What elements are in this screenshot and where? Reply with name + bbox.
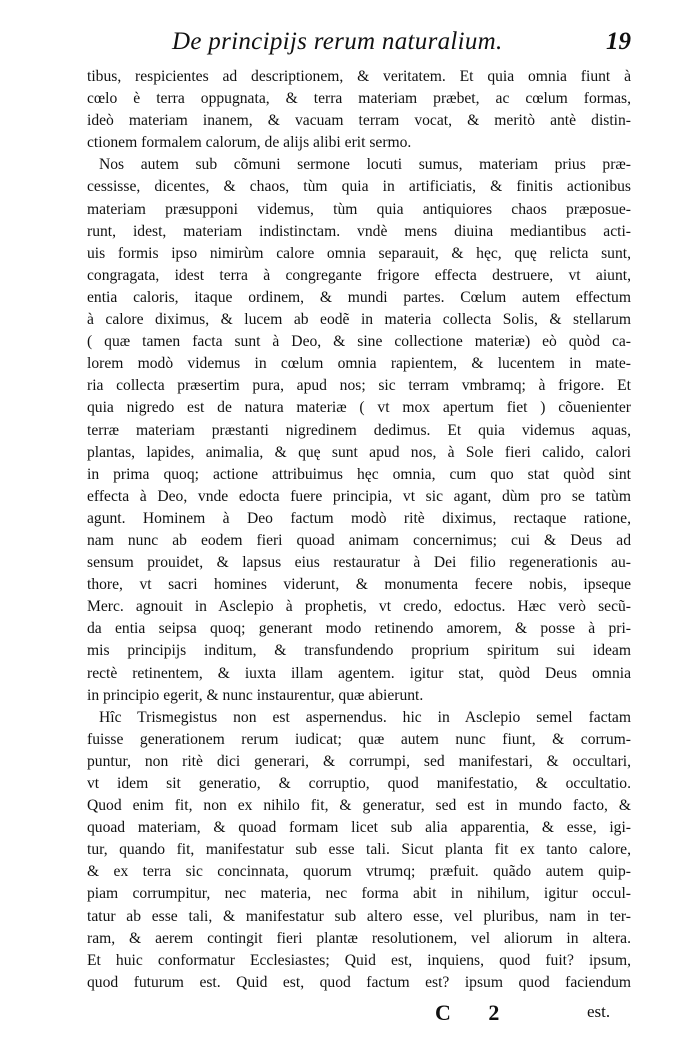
signature-mark: C 2 (435, 1000, 516, 1025)
text-line: rectè retinentem, & iuxta illam agentem. igitur stat, quòd Deus omnia (87, 664, 631, 682)
text-line: ctionem formalem calorum, de alijs alibi erit sermo. (87, 134, 412, 152)
text-line: thore, vt sacri homines viderunt, & monumenta fecere nobis, ipseque (87, 576, 631, 594)
text-line: ( quæ tamen facta sunt à Deo, & sine collectione materiæ) eò quòd ca- (87, 333, 631, 351)
text-line: Merc. agnouit in Asclepio à prophetis, vt credo, edoctus. Hæc verò secũ- (87, 598, 631, 616)
text-line: in prima quoq; actione attribuimus hęc omnia, cum quo stat quòd sint (87, 465, 631, 483)
text-line: ria collecta præsertim pura, apud nos; sic terram vmbramq; à frigore. Et (87, 377, 631, 395)
text-line: Nos autem sub cõmuni sermone locuti sumus, materiam prius præ- (99, 156, 631, 174)
text-line: quia nigredo est de natura materiæ ( vt mox apertum fiet ) cõuenienter (87, 399, 631, 417)
text-line: effecta à Deo, vnde edocta fuere principia, vt sic agant, dùm pro se tatùm (87, 487, 631, 505)
text-line: & ex terra sic concinnata, quorum vtrumq; præfuit. quãdo autem quip- (87, 863, 631, 881)
text-line: mis principijs inditum, & transfundendo proprium spiritum sui ideam (87, 642, 631, 660)
text-line: congragata, idest terra à congregante frigore effecta destruere, vt aiunt, (87, 266, 631, 284)
text-line: lorem modò videmus in cœlum omnia rapientem, & lucentem in mate- (87, 355, 631, 373)
page-number: 19 (606, 28, 631, 55)
text-line: entia caloris, itaque ordinem, & mundi partes. Cœlum autem effectum (87, 288, 631, 306)
text-line: à calore diximus, & lucem ab eodẽ in materia collecta Solis, & stellarum (87, 311, 631, 329)
text-line: cessisse, dicentes, & chaos, tùm quia in artificiatis, & finitis actionibus (87, 178, 631, 196)
text-line: quod futurum est. Quid est, quod factum est? ipsum quod faciendum (87, 973, 631, 991)
text-line: tatur ab esse tali, & manifestatur sub altero esse, vel pluribus, nam in ter- (87, 907, 631, 925)
text-line: ram, & aerem contingit fieri plantæ resolutionem, vel aliorum in altera. (87, 929, 631, 947)
text-line: tur, quando fit, manifestatur sub esse tali. Sicut planta fit ex tanto calore, (87, 841, 631, 859)
body-text (87, 66, 631, 994)
text-line: ideò materiam inanem, & vacuam terram vocat, & meritò antè distin- (87, 112, 631, 130)
text-line: materiam præsupponi videmus, tùm quia antiquiores chaos præposue- (87, 200, 631, 218)
text-line: da entia seipsa quoq; generant modo retinendo amorem, & posse à pri- (87, 620, 631, 638)
text-line: Hîc Trismegistus non est aspernendus. hic in Asclepio semel factam (99, 708, 631, 726)
text-line: runt, idest, materiam indistinctam. vndè mens diuina mediantibus acti- (87, 222, 631, 240)
running-title: De principijs rerum naturalium. (172, 28, 503, 55)
text-line: in principio egerit, & nunc instaurentur, quæ abierunt. (87, 686, 424, 704)
text-line: quoad materiam, & quoad formam licet sub alia apparentia, & esse, igi- (87, 819, 631, 837)
text-line: Quod enim fit, non ex nihilo fit, & generatur, sed est in mundo facto, & (87, 797, 631, 815)
text-line: uis formis ipso nimirùm calore omnia separauit, & hęc, quę relicta sunt, (87, 244, 631, 262)
running-head (0, 28, 700, 62)
text-line: agunt. Hominem à Deo factum modò ritè diximus, rectaque ratione, (87, 509, 631, 527)
page-footer (0, 1000, 700, 1030)
text-line: terræ materiam præstanti nigredinem dedimus. Et quia videmus aquas, (87, 421, 631, 439)
text-line: vt idem sit generatio, & corruptio, quod manifestatio, & occultatio. (87, 775, 631, 792)
text-line: puntur, non ritè dici generari, & corrumpi, sed manifestari, & occultari, (87, 752, 631, 770)
text-line: tibus, respicientes ad descriptionem, & veritatem. Et quia omnia fiunt à (87, 68, 631, 85)
text-line: cœlo è terra oppugnata, & terra materiam præbet, ac cœlum formas, (87, 90, 631, 108)
text-line: sensum prouidet, & lapsus eius restauratur à Dei filio regenerationis au- (87, 554, 631, 572)
text-line: plantas, lapides, animalia, & quę sunt apud nos, à Sole fieri calido, calori (87, 443, 631, 461)
text-line: Et huic conformatur Ecclesiastes; Quid est, inquiens, quod fuit? ipsum, (87, 951, 631, 969)
catchword: est. (587, 1002, 611, 1021)
text-line: fuisse generationem rerum iudicat; quæ autem nunc fiunt, & corrum- (87, 730, 631, 748)
text-line: piam corrumpitur, nec materia, nec forma abit in nihilum, igitur occul- (87, 885, 631, 903)
text-line: nam nunc ab eodem fieri quoad animam concernimus; cui & Deus ad (87, 531, 631, 549)
